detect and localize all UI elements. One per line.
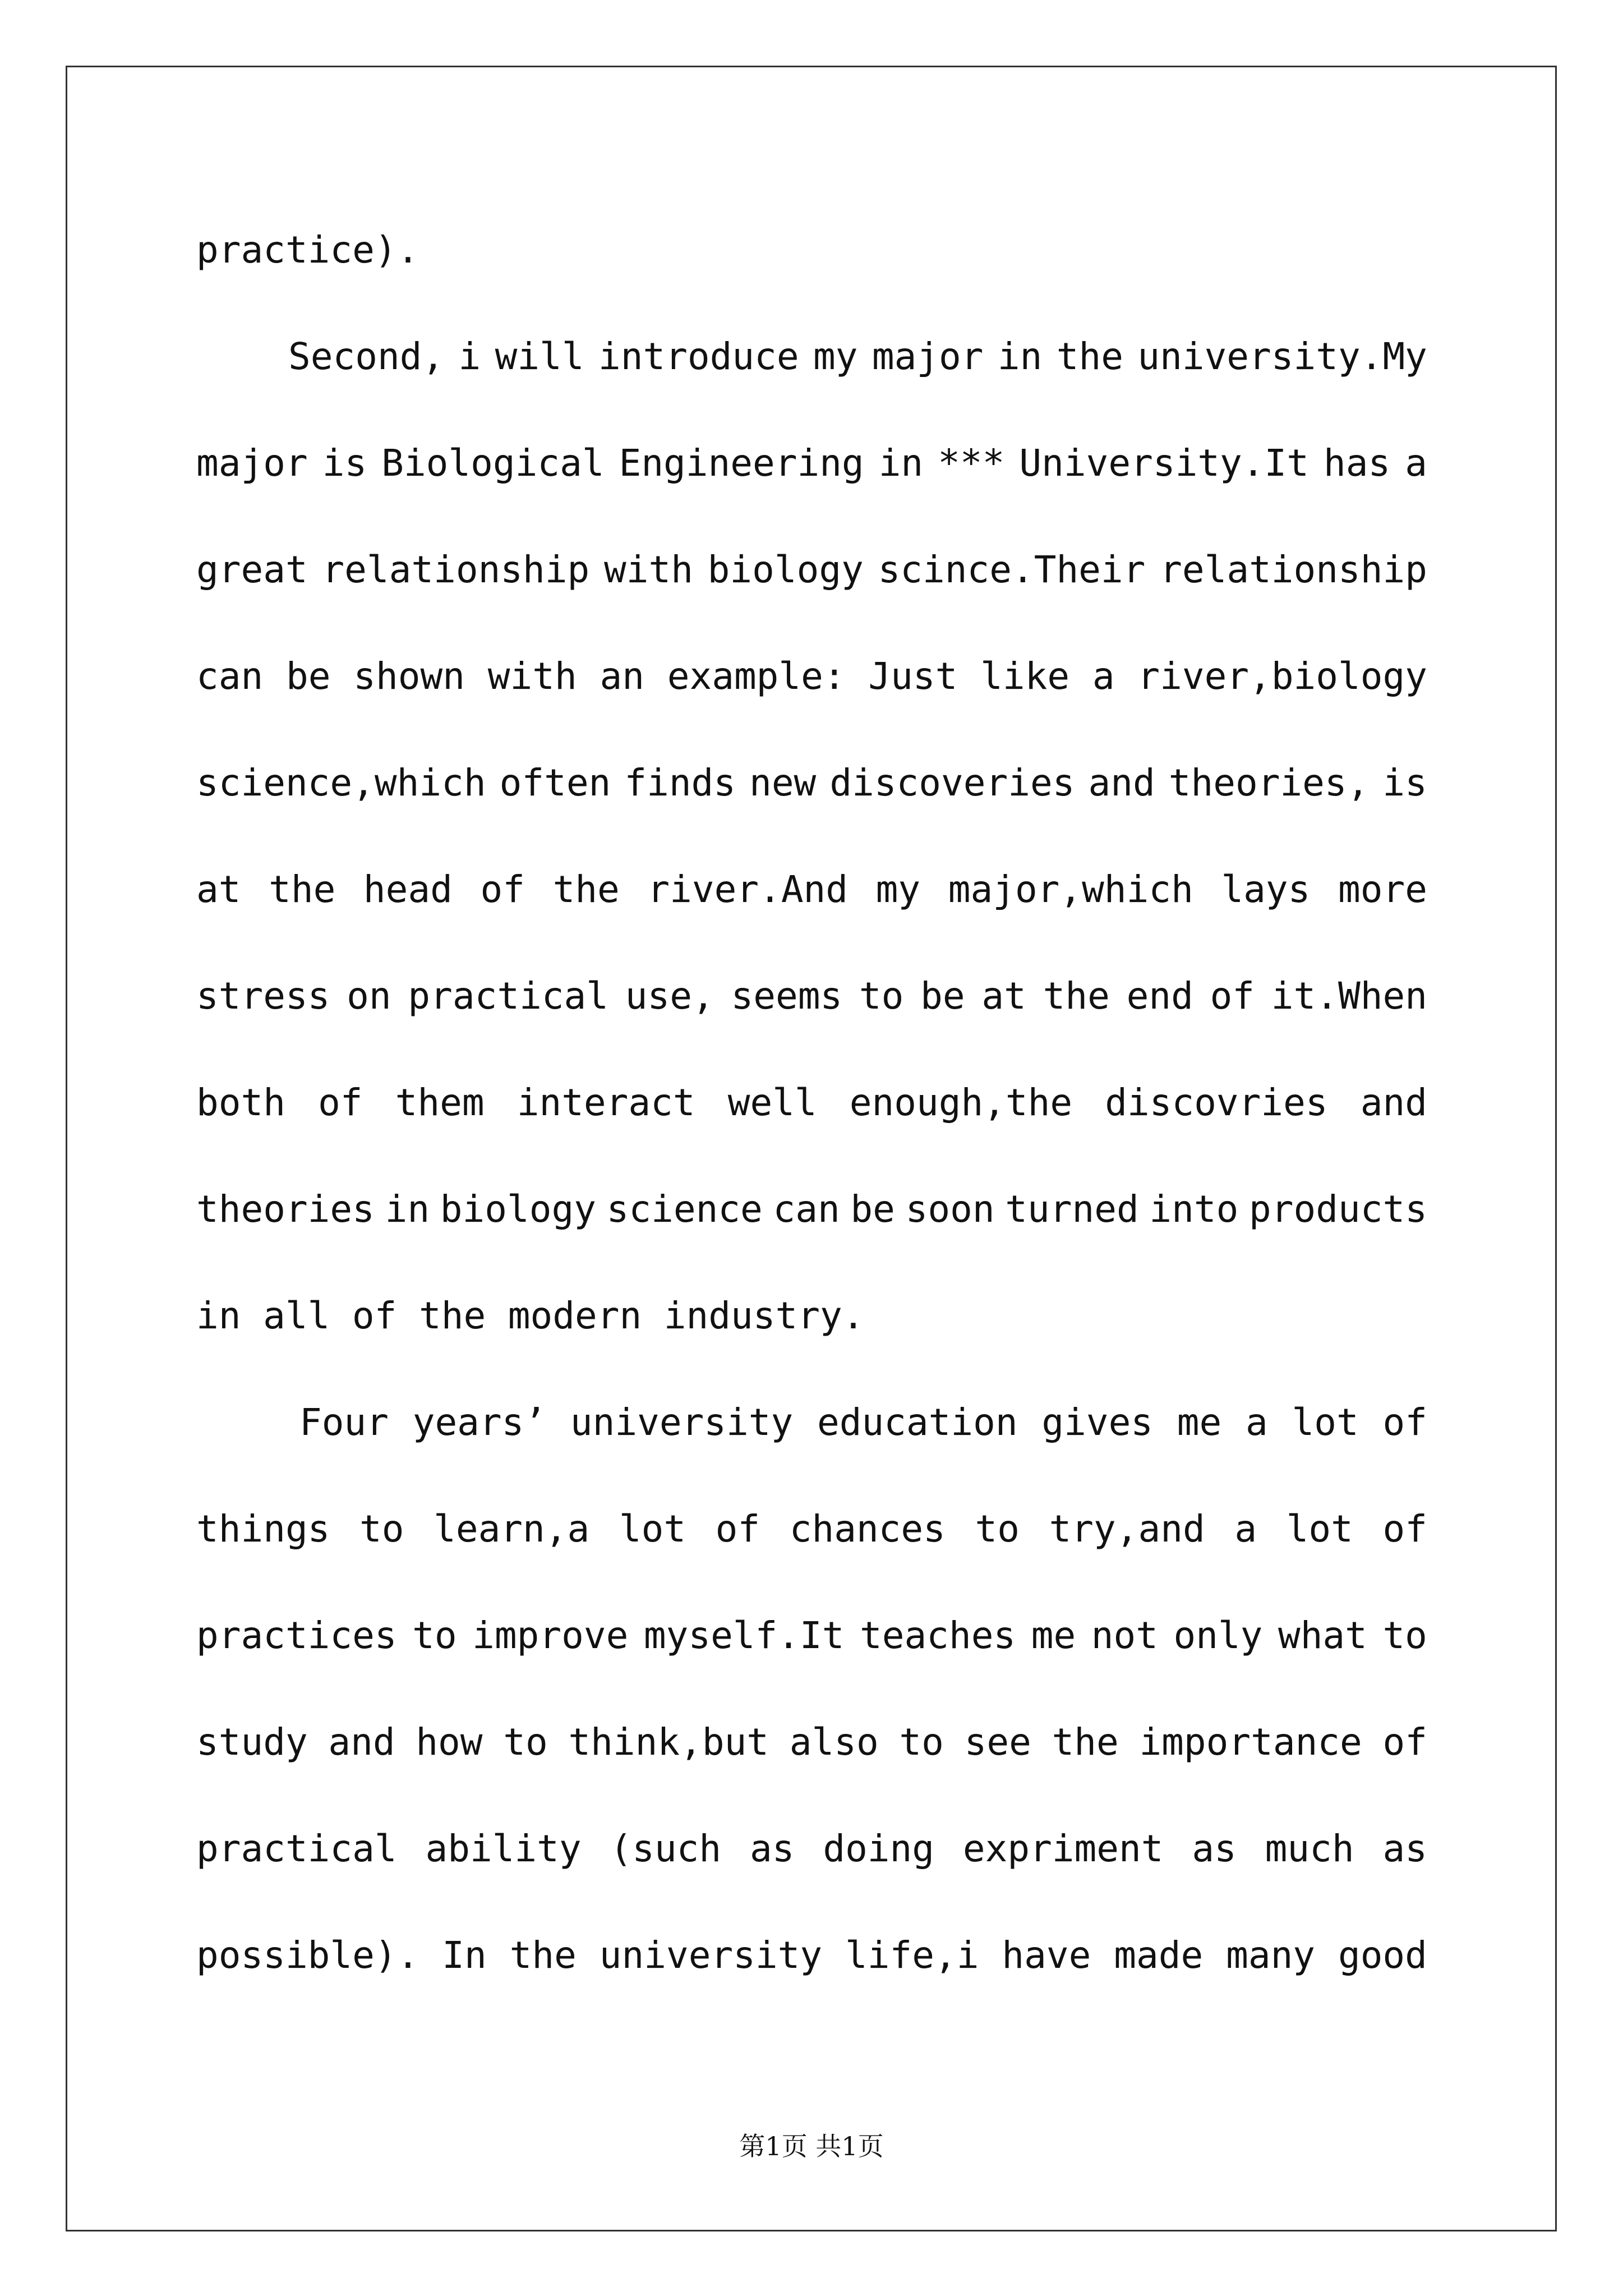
text-line: practices to improve myself.It teaches me not only what to bbox=[196, 1614, 1427, 1657]
text-line: Second, i will introduce my major in the university.My bbox=[288, 335, 1427, 378]
text-line: major is Biological Engineering in *** University.It has a bbox=[196, 441, 1427, 485]
text-line: great relationship with biology scince.Their relationship bbox=[196, 548, 1427, 591]
text-line: in all of the modern industry. bbox=[196, 1294, 865, 1337]
text-line: practical ability (such as doing expriment as much as bbox=[196, 1827, 1427, 1870]
page-footer: 第1页 共1页 bbox=[739, 2131, 884, 2161]
text-line: stress on practical use, seems to be at the end of it.When bbox=[196, 974, 1427, 1018]
text-line: both of them interact well enough,the discovries and bbox=[196, 1081, 1427, 1124]
text-line: practice). bbox=[196, 228, 419, 272]
document-body bbox=[196, 223, 1427, 2035]
text-line: theories in biology science can be soon turned into products bbox=[196, 1188, 1427, 1231]
text-line: things to learn,a lot of chances to try,and a lot of bbox=[196, 1507, 1427, 1550]
text-line: Four years’ university education gives me a lot of bbox=[299, 1401, 1427, 1444]
text-line: study and how to think,but also to see the importance of bbox=[196, 1720, 1427, 1764]
text-line: at the head of the river.And my major,which lays more bbox=[196, 868, 1427, 911]
text-line: possible). In the university life,i have made many good bbox=[196, 1934, 1427, 1977]
text-line: science,which often finds new discoveries and theories, is bbox=[196, 761, 1427, 804]
text-line: can be shown with an example: Just like a river,biology bbox=[196, 655, 1427, 698]
